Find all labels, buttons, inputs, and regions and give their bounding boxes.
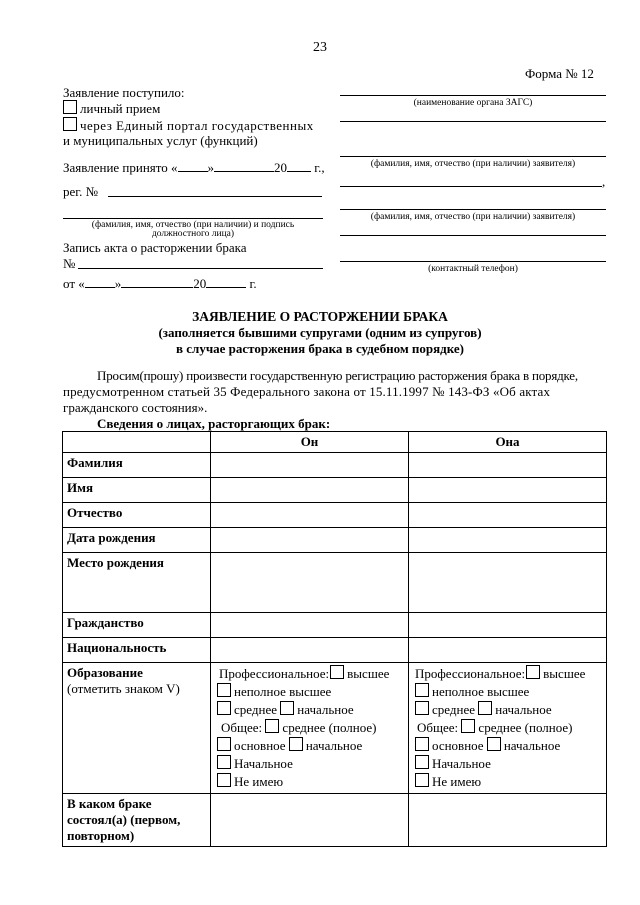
reg-no-label: рег. № [63,184,99,199]
he-general-label: Общее: [221,720,263,735]
row-label-birth-date: Дата рождения [63,528,211,553]
applicant-field-2b[interactable] [340,235,606,236]
row-label-nationality: Национальность [63,638,211,663]
record-no-label: № [63,256,76,271]
record-date-line [63,276,257,292]
cell-she-education [409,663,607,794]
applicant-field-1[interactable] [340,156,606,157]
she-primary-vocational-label: начальное [495,702,552,717]
he-checkbox-secondary[interactable] [217,701,231,715]
he-checkbox-primary[interactable] [289,737,303,751]
cell-he-name[interactable] [211,478,409,503]
he-checkbox-secondary-full[interactable] [265,719,279,733]
checkbox-portal[interactable] [63,117,77,131]
record-heading: Запись акта о расторжении брака [63,240,247,255]
option-portal-label-2: и муниципальных услуг (функций) [63,133,258,148]
option-portal[interactable] [63,117,314,134]
cell-he-education [211,663,409,794]
she-checkbox-secondary-full[interactable] [461,719,475,733]
row-label-marriage [63,794,211,847]
body-line-1: Просим(прошу) произвести государственную регистрацию расторжения брака в порядке, [97,368,578,383]
row-label-education [63,663,211,794]
registry-field-2[interactable] [340,121,606,122]
record-date-prefix: от « [63,276,85,291]
cell-he-birth-place[interactable] [211,553,409,613]
header-he: Он [211,432,409,453]
body-line-3: гражданского состояния». [63,400,208,415]
she-checkbox-primary-vocational[interactable] [478,701,492,715]
he-professional-label: Профессиональное: [219,666,330,681]
cell-he-birth-date[interactable] [211,528,409,553]
he-checkbox-higher[interactable] [330,665,344,679]
page-number: 23 [313,40,327,55]
she-checkbox-secondary[interactable] [415,701,429,715]
he-checkbox-primary2[interactable] [217,755,231,769]
body-line-2: предусмотренном статьей 35 Федерального закона от 15.11.1997 № 143-ФЗ «Об актах [63,384,551,399]
checkbox-personal[interactable] [63,100,77,114]
she-primary2-label: Начальное [432,756,491,771]
he-secondary-label: среднее [234,702,277,717]
record-date-mid: » [114,276,122,291]
cell-she-patronymic[interactable] [409,503,607,528]
marriage-label-2: состоял(а) (первом, [67,812,181,827]
persons-table [62,431,607,847]
registry-field[interactable] [340,95,606,96]
phone-field[interactable] [340,261,606,262]
she-checkbox-higher[interactable] [526,665,540,679]
cell-she-birth-date[interactable] [409,528,607,553]
marriage-label-3: повторном) [67,828,135,843]
cell-she-citizenship[interactable] [409,613,607,638]
cell-she-nationality[interactable] [409,638,607,663]
form-number: Форма № 12 [525,66,594,81]
she-checkbox-primary[interactable] [487,737,501,751]
she-checkbox-basic[interactable] [415,737,429,751]
he-checkbox-incomplete-higher[interactable] [217,683,231,697]
she-secondary-label: среднее [432,702,475,717]
record-date-suffix: г. [249,276,257,291]
he-checkbox-primary-vocational[interactable] [280,701,294,715]
official-caption-2: должностного лица) [151,229,235,239]
record-no-field[interactable] [78,268,323,269]
she-secondary-full-label: среднее (полное) [478,720,573,735]
cell-he-surname[interactable] [211,453,409,478]
option-portal-label-1: через Единый портал государственных [80,118,314,133]
accepted-prefix: Заявление принято « [63,160,178,175]
phone-caption: (контактный телефон) [428,264,518,274]
he-primary-label: начальное [305,738,363,753]
she-general-label: Общее: [417,720,459,735]
he-incomplete-higher-label: неполное высшее [234,684,332,699]
he-basic-label: основное [234,738,286,753]
header-she: Она [409,432,607,453]
he-secondary-full-label: среднее (полное) [282,720,377,735]
she-basic-label: основное [432,738,484,753]
she-professional-label: Профессиональное: [415,666,526,681]
she-checkbox-primary2[interactable] [415,755,429,769]
applicant-caption-1: (фамилия, имя, отчество (при наличии) заявителя) [370,159,576,169]
official-caption-1: (фамилия, имя, отчество (при наличии) и подпись [91,220,295,230]
she-checkbox-incomplete-higher[interactable] [415,683,429,697]
header-empty [63,432,211,453]
accepted-year: 20 [274,160,288,175]
row-label-patronymic: Отчество [63,503,211,528]
record-date-year: 20 [193,276,207,291]
education-label: Образование [67,665,143,680]
education-note: (отметить знаком V) [67,681,180,696]
row-label-name: Имя [63,478,211,503]
he-primary-vocational-label: начальное [297,702,354,717]
row-label-surname: Фамилия [63,453,211,478]
she-higher-label: высшее [543,666,586,681]
he-none-label: Не имею [234,774,284,789]
title-line-3: в случае расторжения брака в судебном порядке) [175,341,465,356]
row-label-citizenship: Гражданство [63,613,211,638]
he-higher-label: высшее [347,666,390,681]
she-checkbox-none[interactable] [415,773,429,787]
title-line-1: ЗАЯВЛЕНИЕ О РАСТОРЖЕНИИ БРАКА [192,309,448,324]
applicant-field-2[interactable] [340,209,606,210]
cell-he-nationality[interactable] [211,638,409,663]
cell-she-birth-place[interactable] [409,553,607,613]
registry-caption: (наименование органа ЗАГС) [413,98,533,108]
she-primary-label: начальное [503,738,561,753]
marriage-label-1: В каком браке [67,796,152,811]
cell-he-patronymic[interactable] [211,503,409,528]
option-personal-label: личный прием [80,101,161,116]
he-checkbox-basic[interactable] [217,737,231,751]
she-none-label: Не имею [432,774,482,789]
he-checkbox-none[interactable] [217,773,231,787]
cell-she-marriage[interactable] [409,794,607,847]
comma: , [602,174,606,189]
title-line-2: (заполняется бывшими супругами (одним из супругов) [158,325,482,340]
he-primary2-label: Начальное [234,756,293,771]
reg-no-field[interactable] [108,196,322,197]
applicant-caption-2: (фамилия, имя, отчество (при наличии) заявителя) [370,212,576,222]
received-heading: Заявление поступило: [63,85,185,100]
row-label-birth-place: Место рождения [63,553,211,613]
official-signature-field[interactable] [63,218,323,219]
accepted-line [63,160,325,176]
applicant-field-1b[interactable] [340,186,602,187]
cell-he-marriage[interactable] [211,794,409,847]
cell-she-surname[interactable] [409,453,607,478]
accepted-mid: » [207,160,215,175]
option-personal[interactable] [63,100,160,117]
she-incomplete-higher-label: неполное высшее [432,684,530,699]
cell-she-name[interactable] [409,478,607,503]
accepted-suffix: г., [314,160,325,175]
cell-he-citizenship[interactable] [211,613,409,638]
table-caption: Сведения о лицах, расторгающих брак: [97,416,331,431]
